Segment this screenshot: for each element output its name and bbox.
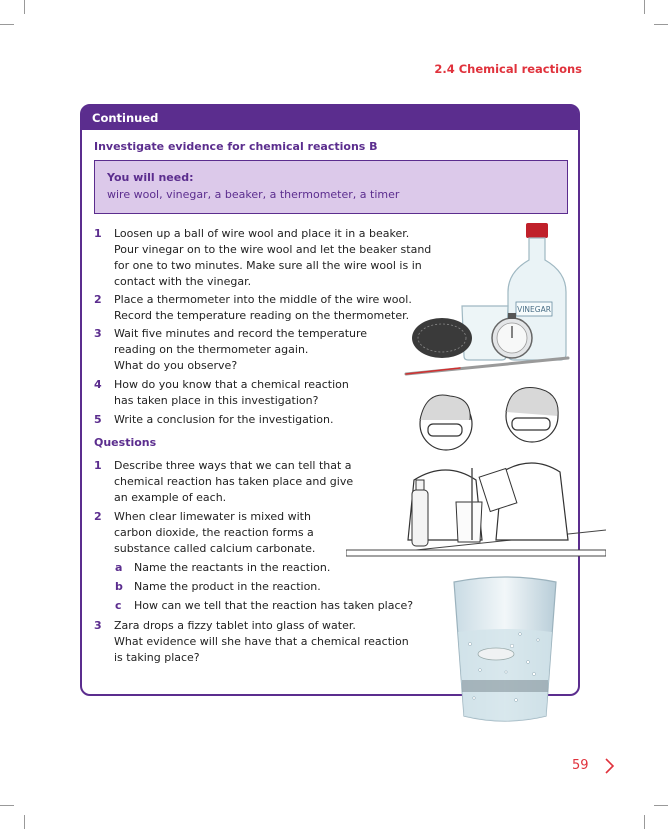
need-items: wire wool, vinegar, a beaker, a thermometer, a timer bbox=[107, 188, 400, 201]
question-text: Describe three ways that we can tell that a chemical reaction has taken place and give an example of each. bbox=[114, 459, 354, 504]
step-number: 4 bbox=[94, 378, 102, 391]
subquestion-letter: a bbox=[115, 561, 123, 574]
crop-mark bbox=[0, 24, 14, 25]
bottle-cap bbox=[526, 223, 548, 238]
subquestion-letter: c bbox=[115, 599, 122, 612]
safety-goggles bbox=[428, 424, 462, 436]
question-text: Zara drops a fizzy tablet into glass of water. What evidence will she have that a chemical reaction is taking place? bbox=[114, 619, 409, 664]
question-text: When clear limewater is mixed with carbon dioxide, the reaction forms a substance called calcium carbonate. bbox=[114, 510, 316, 555]
section-title: 2.4 Chemical reactions bbox=[434, 62, 582, 76]
step-number: 1 bbox=[94, 227, 102, 240]
subquestion-letter: b bbox=[115, 580, 123, 593]
crop-mark bbox=[24, 815, 25, 829]
investigation-title: Investigate evidence for chemical reactions B bbox=[94, 140, 378, 153]
crop-mark bbox=[644, 815, 645, 829]
step-text: How do you know that a chemical reaction has taken place in this investigation? bbox=[114, 378, 349, 407]
crop-mark bbox=[644, 0, 645, 14]
question-number: 3 bbox=[94, 619, 102, 632]
step-number: 5 bbox=[94, 413, 102, 426]
subquestion-text: Name the product in the reaction. bbox=[134, 580, 321, 593]
water bbox=[458, 629, 552, 721]
bottle-label: VINEGAR bbox=[517, 305, 551, 314]
table-top bbox=[346, 550, 606, 556]
crop-mark bbox=[654, 805, 668, 806]
chevron-right-icon[interactable] bbox=[604, 757, 616, 775]
step-text: Write a conclusion for the investigation. bbox=[114, 413, 334, 426]
questions-heading: Questions bbox=[94, 436, 157, 449]
apparatus-illustration bbox=[400, 220, 575, 378]
step-number: 3 bbox=[94, 327, 102, 340]
step-text: Wait five minutes and record the temperature reading on the thermometer again. What do you observe? bbox=[114, 327, 368, 372]
subquestion-text: Name the reactants in the reaction. bbox=[134, 561, 331, 574]
you-will-need-box bbox=[94, 160, 568, 214]
step-number: 2 bbox=[94, 293, 102, 306]
question-number: 1 bbox=[94, 459, 102, 472]
need-label: You will need: bbox=[107, 171, 194, 184]
children-illustration bbox=[346, 380, 606, 560]
bottle bbox=[412, 490, 428, 546]
crop-mark bbox=[654, 24, 668, 25]
crop-mark bbox=[24, 0, 25, 14]
crop-mark bbox=[0, 805, 14, 806]
step-text: Loosen up a ball of wire wool and place it in a beaker. Pour vinegar on to the wire wool and let the beaker stand for one to two minutes. Make sure all the wire wool is in contact with the vinegar. bbox=[114, 227, 432, 288]
fizzy-tablet bbox=[478, 648, 514, 660]
panel-tag: Continued bbox=[82, 106, 578, 130]
question-number: 2 bbox=[94, 510, 102, 523]
glass-illustration bbox=[450, 574, 560, 724]
wire-wool bbox=[412, 318, 472, 358]
beaker bbox=[456, 502, 482, 542]
step-text: Place a thermometer into the middle of the wire wool. Record the temperature reading on the thermometer. bbox=[114, 293, 412, 322]
page-number: 59 bbox=[572, 758, 589, 773]
subquestion-text: How can we tell that the reaction has taken place? bbox=[134, 599, 414, 612]
